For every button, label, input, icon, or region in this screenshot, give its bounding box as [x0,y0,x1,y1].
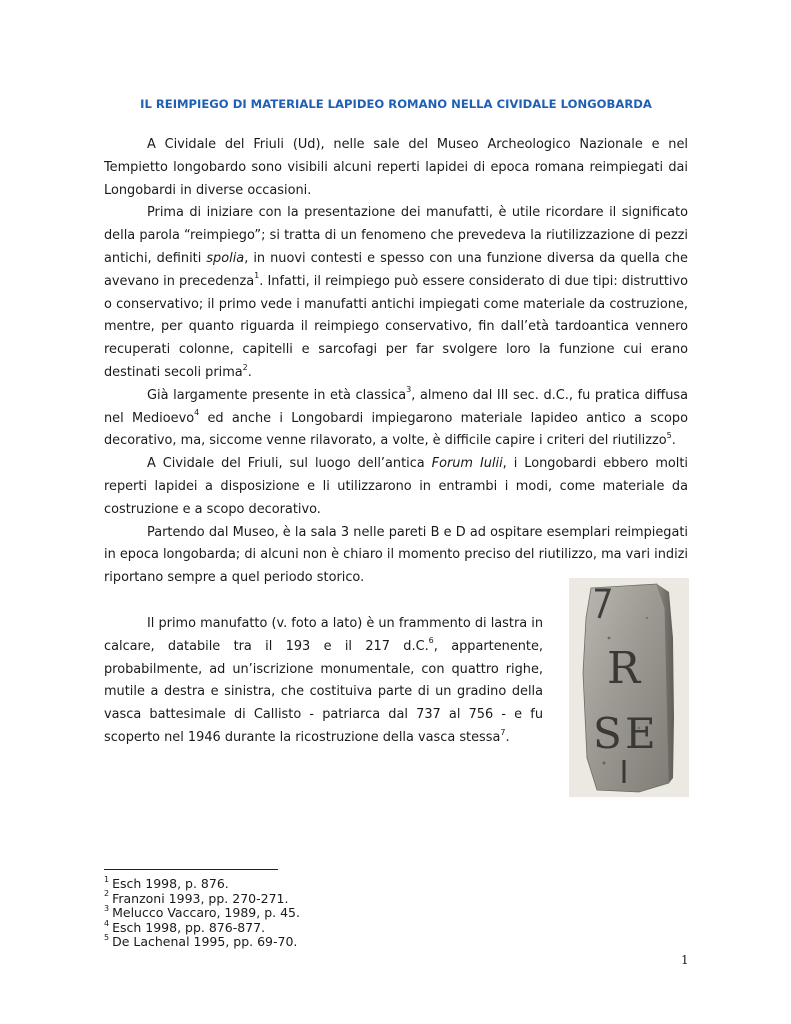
paragraph-1: A Cividale del Friuli (Ud), nelle sale del Museo Archeologico Nazionale e nel Tempietto longobardo sono visibili alcuni reperti lapidei di epoca romana reimpiegati dai Longobardi in diverse occasioni. [104,137,688,198]
forum-iulii-term: Forum Iulii [431,456,503,472]
footnote-4: $^4$ Esch 1998, pp. 876-877. [104,918,266,935]
footnotes [104,874,300,950]
footnote-1: $^1$ Esch 1998, p. 876. [104,874,229,891]
footnote-ref-3[interactable]: 3 [406,385,412,395]
footnote-3: $^3$ Melucco Vaccaro, 1989, p. 45. [104,904,300,921]
footnote-ref-4[interactable]: 4 [194,408,200,418]
footnote-ref-2[interactable]: 2 [242,362,248,372]
paragraph-3: Già largamente presente in età classica$^3$, almeno dal III sec. d.C., fu pratica diffusa nel Medioevo$^4$ ed anche i Longobardi impiegarono materiale lapideo antico a scopo decorativo, ma, siccome venne rilavorato, a volte, è difficile capire i criteri del riutilizzo$^5$. [104,385,688,449]
inscription-photo [569,578,689,797]
stone-slab-image [569,578,689,797]
paragraph-6: Il primo manufatto (v. foto a lato) è un frammento di lastra in calcare, databile tra il 193 e il 217 d.C.$^6$, appartenente, probabilmente, ad un’iscrizione monumentale, con quattro righe, mutile a destra e sinistra, che costituiva parte di un gradino della vasca battesimale di Callisto - patriarca dal 737 al 756 - e fu scoperto nel 1946 durante la ricostruzione della vasca stessa$^7$. [104,615,543,745]
paragraph-4: A Cividale del Friuli, sul luogo dell’antica Forum Iulii, i Longobardi ebbero molti reperti lapidei a disposizione e li utilizzarono in entrambi i modi, come materiale da costruzione e a scopo decorativo. [104,456,688,517]
inscription-letter-r: R [607,643,641,694]
footnote-2: $^2$ Franzoni 1993, pp. 270-271. [104,889,289,906]
inscription-letter-s: S [593,709,622,758]
paragraph-2: Prima di iniziare con la presentazione dei manufatti, è utile ricordare il significato della parola “reimpiego”; si tratta di un fenomeno che prevedeva la riutilizzazione di pezzi antichi, definiti spolia, in nuovi contesti e spesso con una funzione diversa da quella che avevano in precedenza$^1$. Infatti, il reimpiego può essere considerato di due tipi: distruttivo o conservativo; il primo vede i manufatti antichi impiegati come materiale da costruzione, mentre, per quanto riguarda il reimpiego conservativo, fin dall’età tardoantica vennero recuperati colonne, capitelli e sarcofagi per far svolgere loro la funzione cui erano destinati secoli prima$^2$. [104,205,688,380]
paragraph-5: Partendo dal Museo, è la sala 3 nelle pareti B e D ad ospitare esemplari reimpiegati in epoca longobarda; di alcuni non è chiaro il momento preciso del riutilizzo, ma vari indizi riportano sempre a quel periodo storico. [104,524,688,586]
footnote-ref-7: 7 [500,727,506,737]
page-number: 1 [681,953,689,967]
inscription-letter-e: E [625,709,656,758]
spolia-term: spolia [206,250,245,266]
footnote-separator [104,869,278,870]
footnote-ref-1[interactable]: 1 [254,271,260,281]
footnote-5: $^5$ De Lachenal 1995, pp. 69-70. [104,933,298,950]
footnote-ref-6: 6 [428,636,434,646]
page-title: IL REIMPIEGO DI MATERIALE LAPIDEO ROMANO NELLA CIVIDALE LONGOBARDA [140,97,652,111]
footnote-ref-5[interactable]: 5 [666,431,672,441]
